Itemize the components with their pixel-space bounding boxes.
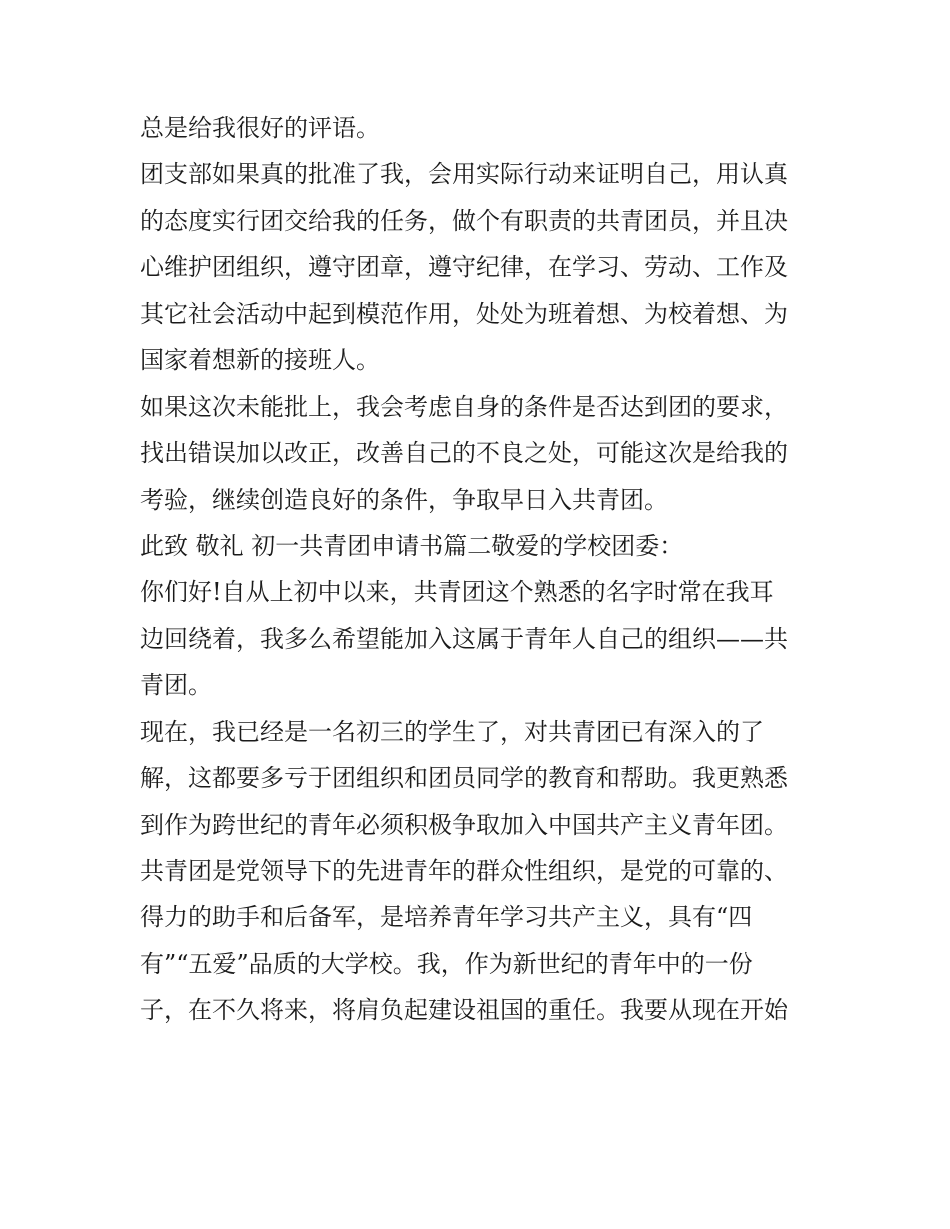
text-line: 边回绕着，我多么希望能加入这属于青年人自己的组织——共 — [140, 624, 788, 653]
text-line: 团支部如果真的批准了我，会用实际行动来证明自己，用认真 — [140, 160, 788, 189]
text-line: 找出错误加以改正，改善自己的不良之处，可能这次是给我的 — [140, 439, 788, 468]
text-line: 子，在不久将来，将肩负起建设祖国的重任。我要从现在开始 — [140, 996, 788, 1025]
text-line: 其它社会活动中起到模范作用，处处为班着想、为校着想、为 — [140, 299, 788, 328]
text-line: 共青团是党领导下的先进青年的群众性组织，是党的可靠的、 — [140, 857, 788, 885]
text-line: 现在，我已经是一名初三的学生了，对共青团已有深入的了 — [140, 717, 764, 746]
text-line: 此致 敬礼 初一共青团申请书篇二敬爱的学校团委： — [140, 531, 684, 560]
text-line: 考验，继续创造良好的条件，争取早日入共青团。 — [140, 485, 668, 514]
text-line: 青团。 — [140, 671, 212, 700]
text-line: 国家着想新的接班人。 — [140, 346, 380, 375]
body-text — [140, 107, 830, 1036]
text-line: 你们好!自从上初中以来，共青团这个熟悉的名字时常在我耳 — [140, 578, 774, 607]
text-line: 如果这次未能批上，我会考虑自身的条件是否达到团的要求， — [140, 392, 788, 421]
text-line: 总是给我很好的评语。 — [140, 114, 380, 142]
text-line: 有”“五爱”品质的大学校。我，作为新世纪的青年中的一份 — [140, 949, 753, 978]
text-line: 心维护团组织，遵守团章，遵守纪律，在学习、劳动、工作及 — [140, 253, 788, 282]
text-line: 的态度实行团交给我的任务，做个有职责的共青团员，并且决 — [140, 206, 788, 235]
text-line: 到作为跨世纪的青年必须积极争取加入中国共产主义青年团。 — [140, 810, 788, 839]
text-line: 得力的助手和后备军，是培养青年学习共产主义，具有“四 — [140, 903, 753, 932]
text-line: 解，这都要多亏于团组织和团员同学的教育和帮助。我更熟悉 — [140, 764, 788, 793]
